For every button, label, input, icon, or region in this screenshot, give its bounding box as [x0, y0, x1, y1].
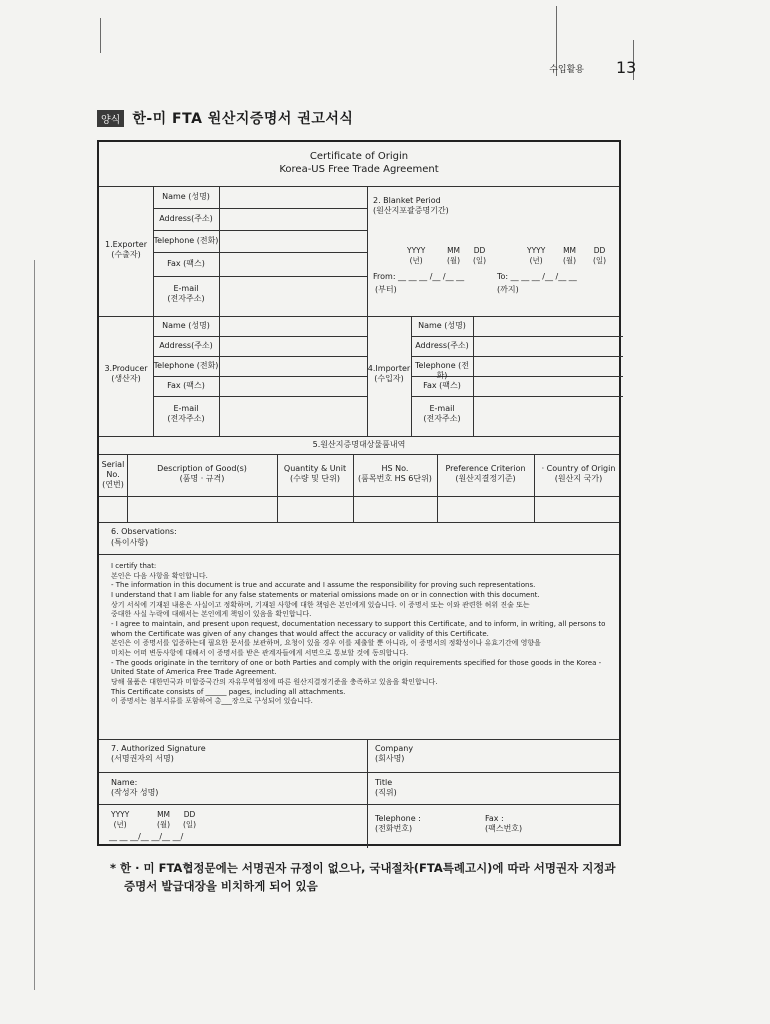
title-label: Title (직위)	[375, 778, 397, 798]
page-number: 13	[616, 58, 637, 77]
sig-day-header: DD (일)	[183, 810, 197, 829]
producer-fax-label: Fax (팩스)	[167, 381, 205, 390]
exporter-telephone-field[interactable]	[221, 232, 365, 250]
certificate-title-line1: Certificate of Origin	[309, 151, 409, 162]
col-preference-criterion: Preference Criterion (원산지결정기준)	[445, 464, 526, 483]
producer-email-label: E-mail (전자주소)	[167, 404, 205, 423]
to-day-header: DD (일)	[593, 246, 607, 265]
to-month-header: MM (월)	[563, 246, 577, 265]
cert-line: 당해 물품은 대한민국과 미합중국간의 자유무역협정에 따른 원산지결정기준을 충족하고 있음을 확인합니다.	[111, 677, 438, 686]
exporter-email-field[interactable]	[221, 278, 365, 314]
producer-fax-field[interactable]	[221, 378, 365, 394]
producer-email-field[interactable]	[221, 398, 365, 434]
scan-artifact-line	[100, 18, 101, 53]
cert-line: 중대한 사실 누락에 대해서는 본인에게 책임이 있음을 확인합니다.	[111, 610, 312, 619]
cert-line: I certify that:	[111, 562, 157, 570]
exporter-email-label: E-mail (전자주소)	[167, 284, 205, 303]
exporter-label: 1.Exporter (수출자)	[104, 240, 148, 259]
from-date-field[interactable]: From: __ __ __ /__ /__ __	[373, 272, 465, 281]
certificate-title-line2: Korea-US Free Trade Agreement	[279, 164, 439, 175]
producer-telephone-field[interactable]	[221, 358, 365, 374]
blanket-period-label: 2. Blanket Period (원산지포괄증명기간)	[373, 196, 449, 216]
importer-name-label: Name (성명)	[418, 321, 466, 330]
footer-note-line1: * 한 · 미 FTA협정문에는 서명권자 규정이 없으나, 국내절차(FTA특례고시)에 따라 서명권자 지정과	[110, 861, 616, 875]
to-year-header: YYYY (년)	[527, 246, 546, 265]
cert-line: whom the Certificate was given of any changes that would affect the accuracy or validity of this Certificate.	[111, 629, 489, 638]
observations-label: 6. Observations: (특이사항)	[111, 527, 177, 547]
certificate-title	[99, 150, 619, 176]
cert-line: 상기 서식에 기재된 내용은 사실이고 정확하며, 기재된 사항에 대한 책임은 본인에게 있습니다. 이 증명서 또는 이와 관련한 허위 진술 또는	[111, 600, 530, 609]
importer-email-field[interactable]	[475, 398, 619, 434]
to-korean-label: (까지)	[497, 285, 519, 294]
exporter-address-field[interactable]	[221, 210, 365, 228]
to-date-field[interactable]: To: __ __ __ /__ /__ __	[497, 272, 577, 281]
producer-label: 3.Producer (생산자)	[104, 364, 148, 383]
certificate-form	[97, 140, 621, 846]
goods-section-title: 5.원산지증명대상물품내역	[312, 440, 406, 449]
producer-address-field[interactable]	[221, 338, 365, 354]
exporter-fax-field[interactable]	[221, 254, 365, 274]
cert-line: United State of America Free Trade Agreement.	[111, 668, 277, 677]
from-korean-label: (부터)	[375, 285, 397, 294]
signature-date-field[interactable]: __ __ __/__ __/__ __/	[109, 832, 184, 841]
footer-note	[110, 860, 630, 896]
importer-address-field[interactable]	[475, 338, 619, 354]
importer-address-label: Address(주소)	[415, 341, 469, 350]
certification-statement	[111, 562, 616, 707]
col-quantity-unit: Quantity & Unit (수량 및 단위)	[283, 464, 347, 483]
company-label: Company (회사명)	[375, 744, 414, 764]
authorized-signature-label: 7. Authorized Signature (서명권자의 서명)	[111, 744, 206, 764]
importer-fax-label: Fax (팩스)	[423, 381, 461, 390]
from-month-header: MM (월)	[447, 246, 461, 265]
cert-line: This Certificate consists of ______ pages, including all attachments.	[111, 687, 346, 696]
form-badge: 양식	[97, 110, 124, 127]
col-description: Description of Good(s) (품명 · 규격)	[157, 464, 247, 483]
importer-fax-field[interactable]	[475, 378, 619, 394]
title-text: 한-미 FTA 원산지증명서 권고서식	[132, 111, 354, 127]
telephone-label: Telephone : (전화번호)	[375, 814, 421, 834]
name-label: Name: (작성자 성명)	[111, 778, 159, 798]
importer-label: 4.Importer (수입자)	[367, 364, 411, 383]
cert-line: - I agree to maintain, and present upon request, documentation necessary to support this Certificate, and to inform, in writing, all persons to	[111, 619, 606, 628]
footer-note-line2: 증명서 발급대장을 비치하게 되어 있음	[124, 878, 318, 893]
page-title	[97, 108, 353, 128]
cert-line: 이 증명서는 첨부서류를 포함하여 총___장으로 구성되어 있습니다.	[111, 697, 313, 706]
cert-line: - The goods originate in the territory of one or both Parties and comply with the origin requirements specified for those goods in the Korea -	[111, 658, 602, 667]
importer-email-label: E-mail (전자주소)	[423, 404, 461, 423]
section-header: 수입활용	[549, 65, 584, 75]
sig-month-header: MM (월)	[157, 810, 171, 829]
goods-table-row[interactable]	[101, 498, 621, 520]
sig-year-header: YYYY (년)	[111, 810, 130, 829]
from-year-header: YYYY (년)	[407, 246, 426, 265]
producer-address-label: Address(주소)	[159, 341, 213, 350]
exporter-fax-label: Fax (팩스)	[167, 259, 205, 268]
importer-telephone-field[interactable]	[475, 358, 619, 374]
col-serial-no: Serial No. (연번)	[101, 460, 125, 489]
producer-telephone-label: Telephone (전화)	[153, 361, 219, 370]
cert-line: - The information in this document is true and accurate and I assume the responsibility for proving such representations.	[111, 581, 536, 590]
cert-line: 미치는 어떠 변동사항에 대해서 이 증명서를 받은 관계자들에게 서면으로 통보할 것에 동의합니다.	[111, 648, 409, 657]
importer-telephone-label: Telephone (전화)	[414, 361, 470, 380]
exporter-telephone-label: Telephone (전화)	[153, 236, 219, 245]
scan-artifact-line	[34, 260, 35, 990]
producer-name-field[interactable]	[221, 318, 365, 334]
producer-name-label: Name (성명)	[162, 321, 210, 330]
fax-label: Fax : (팩스번호)	[485, 814, 523, 834]
col-hs-no: HS No. (품목번호 HS 6단위)	[358, 464, 432, 483]
exporter-name-field[interactable]	[221, 188, 365, 206]
from-day-header: DD (일)	[473, 246, 487, 265]
cert-line: 본인은 다음 사항을 확인합니다.	[111, 571, 208, 580]
importer-name-field[interactable]	[475, 318, 619, 334]
exporter-address-label: Address(주소)	[159, 214, 213, 223]
cert-line: 본인은 이 증명서를 입증하는데 필요한 문서를 보관하며, 요청이 있을 경우 이를 제출할 뿐 아니라, 이 증명서의 정확성이나 유효기간에 영향을	[111, 639, 541, 648]
exporter-name-label: Name (성명)	[162, 192, 210, 201]
cert-line: I understand that I am liable for any false statements or material omissions made on or in connection with this document.	[111, 590, 540, 599]
col-country-of-origin: · Country of Origin (원산지 국가)	[541, 464, 616, 483]
